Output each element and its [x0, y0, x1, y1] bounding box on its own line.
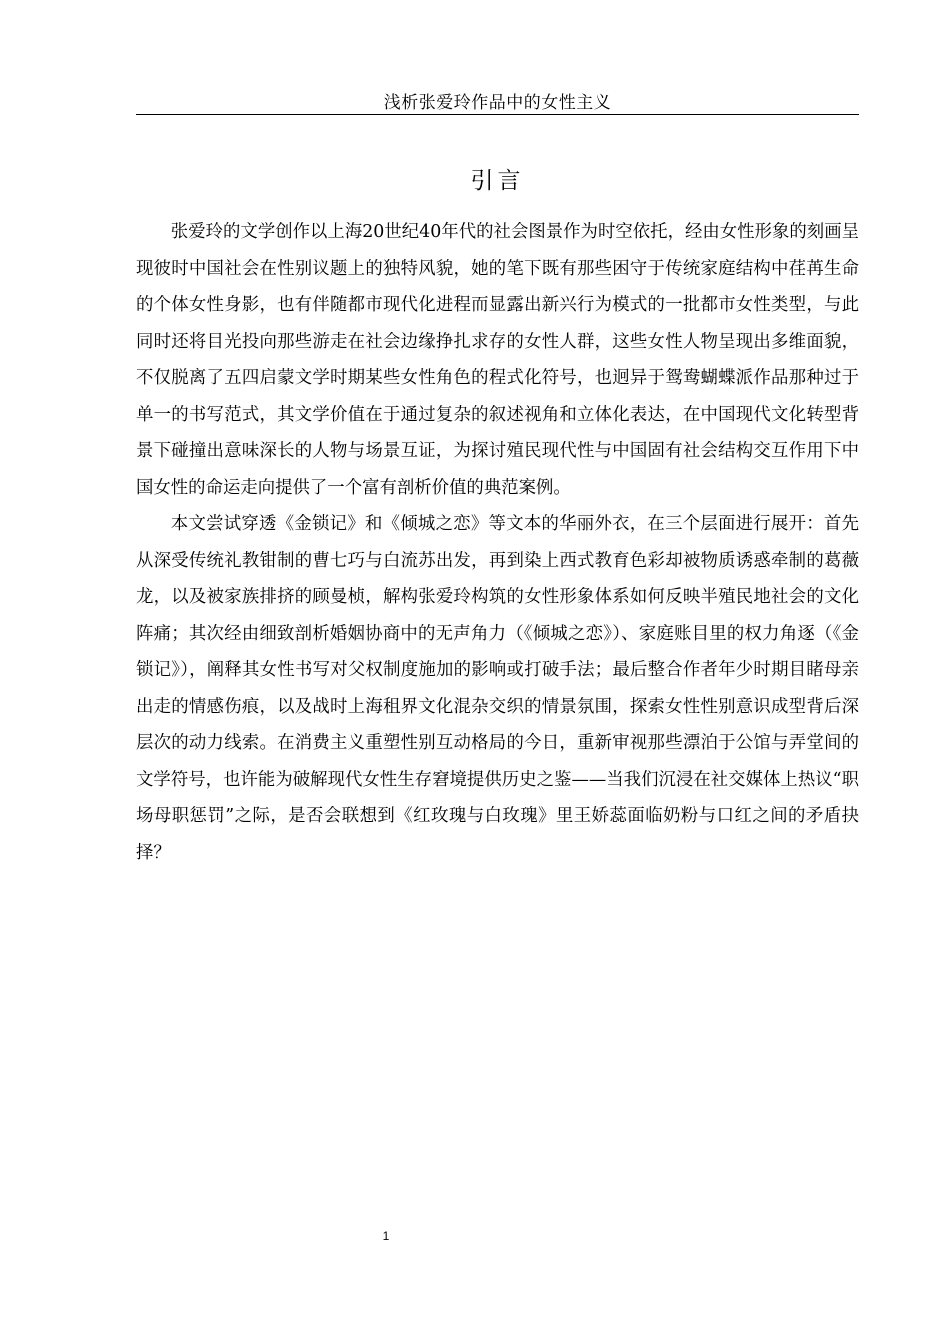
section-title: 引言: [470, 168, 525, 194]
header-divider: [136, 114, 859, 115]
page-number: 1: [382, 1229, 390, 1243]
body-text: [136, 214, 859, 871]
running-header: 浅析张爱玲作品中的女性主义: [383, 93, 612, 113]
paragraph-2: 本文尝试穿透《金锁记》和《倾城之恋》等文本的华丽外衣，在三个层面进行展开：首先从深受传统礼教钳制的曹七巧与白流苏出发，再到染上西式教育色彩却被物质诱惑牵制的葛薇龙，以及被家族排挤的顾曼桢，解构张爱玲构筑的女性形象体系如何反映半殖民地社会的文化阵痛；其次经由细致剖析婚姻协商中的无声角力（《倾城之恋》）、家庭账目里的权力角逐（《金锁记》），阐释其女性书写对父权制度施加的影响或打破手法；最后整合作者年少时期目睹母亲出走的情感伤痕，以及战时上海租界文化混杂交织的情景氛围，探索女性性别意识成型背后深层次的动力线索。在消费主义重塑性别互动格局的今日，重新审视那些漂泊于公馆与弄堂间的文学符号，也许能为破解现代女性生存窘境提供历史之鉴——当我们沉浸在社交媒体上热议“职场母职惩罚”之际，是否会联想到《红玫瑰与白玫瑰》里王娇蕊面临奶粉与口红之间的矛盾抉择？: [136, 514, 859, 863]
paragraph-1: 张爱玲的文学创作以上海20世纪40年代的社会图景作为时空依托，经由女性形象的刻画呈现彼时中国社会在性别议题上的独特风貌，她的笔下既有那些困守于传统家庭结构中荏苒生命的个体女性身影，也有伴随都市现代化进程而显露出新兴行为模式的一批都市女性类型，与此同时还将目光投向那些游走在社会边缘挣扎求存的女性人群，这些女性人物呈现出多维面貌，不仅脱离了五四启蒙文学时期某些女性角色的程式化符号，也迥异于鸳鸯蝴蝶派作品那种过于单一的书写范式，其文学价值在于通过复杂的叙述视角和立体化表达，在中国现代文化转型背景下碰撞出意味深长的人物与场景互证，为探讨殖民现代性与中国固有社会结构交互作用下中国女性的命运走向提供了一个富有剖析价值的典范案例。: [136, 222, 859, 498]
